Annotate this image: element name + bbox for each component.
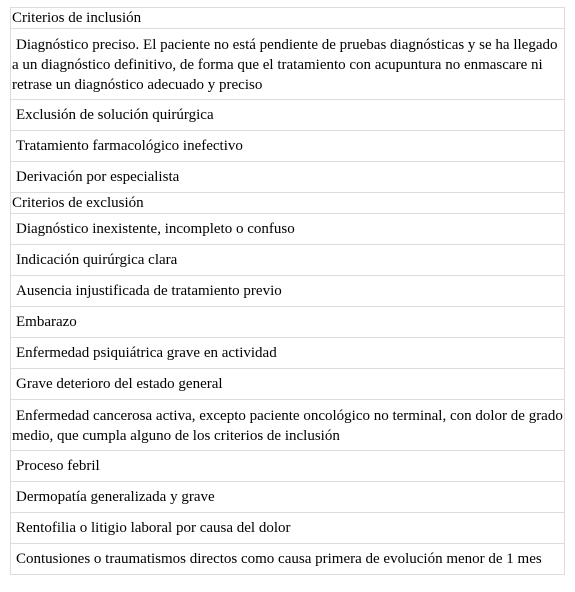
exclusion-item-5: Enfermedad psiquiátrica grave en actividad <box>16 345 277 361</box>
exclusion-item-4: Embarazo <box>16 314 77 330</box>
exclusion-item-2: Indicación quirúrgica clara <box>16 252 178 268</box>
table-row <box>11 482 565 513</box>
table-row <box>11 338 565 369</box>
inclusion-item-1: Diagnóstico preciso. El paciente no está pendiente de pruebas diagnósticas y se ha llegado a un diagnóstico definitivo, de forma que el tratamiento con acupuntura no enmascare ni retrase un diagnóstico adecuado y preciso <box>12 37 558 93</box>
table-row <box>11 245 565 276</box>
table-row <box>11 544 565 575</box>
exclusion-item-6: Grave deterioro del estado general <box>16 376 223 392</box>
exclusion-item-1: Diagnóstico inexistente, incompleto o confuso <box>16 221 295 237</box>
criteria-table <box>10 7 565 575</box>
inclusion-item-2: Exclusión de solución quirúrgica <box>16 107 214 123</box>
table-row <box>11 214 565 245</box>
exclusion-item-11: Contusiones o traumatismos directos como causa primera de evolución menor de 1 mes <box>16 551 542 567</box>
section-heading-row <box>11 8 565 29</box>
exclusion-heading: Criterios de exclusión <box>11 193 565 214</box>
inclusion-item-3: Tratamiento farmacológico inefectivo <box>16 138 243 154</box>
exclusion-item-10: Rentofilia o litigio laboral por causa del dolor <box>16 520 291 536</box>
table-row <box>11 369 565 400</box>
table-row <box>11 451 565 482</box>
table-row <box>11 131 565 162</box>
section-heading-row <box>11 193 565 214</box>
table-row <box>11 513 565 544</box>
exclusion-item-7: Enfermedad cancerosa activa, excepto paciente oncológico no terminal, con dolor de grado medio, que cumpla alguno de los criterios de inclusión <box>12 408 563 444</box>
inclusion-heading: Criterios de inclusión <box>11 8 565 29</box>
exclusion-item-3: Ausencia injustificada de tratamiento previo <box>16 283 282 299</box>
inclusion-item-4: Derivación por especialista <box>16 169 180 185</box>
table-row <box>11 307 565 338</box>
exclusion-item-8: Proceso febril <box>16 458 100 474</box>
exclusion-item-9: Dermopatía generalizada y grave <box>16 489 215 505</box>
table-row <box>11 29 565 100</box>
table-row <box>11 400 565 451</box>
table-row <box>11 162 565 193</box>
table-row <box>11 100 565 131</box>
table-row <box>11 276 565 307</box>
